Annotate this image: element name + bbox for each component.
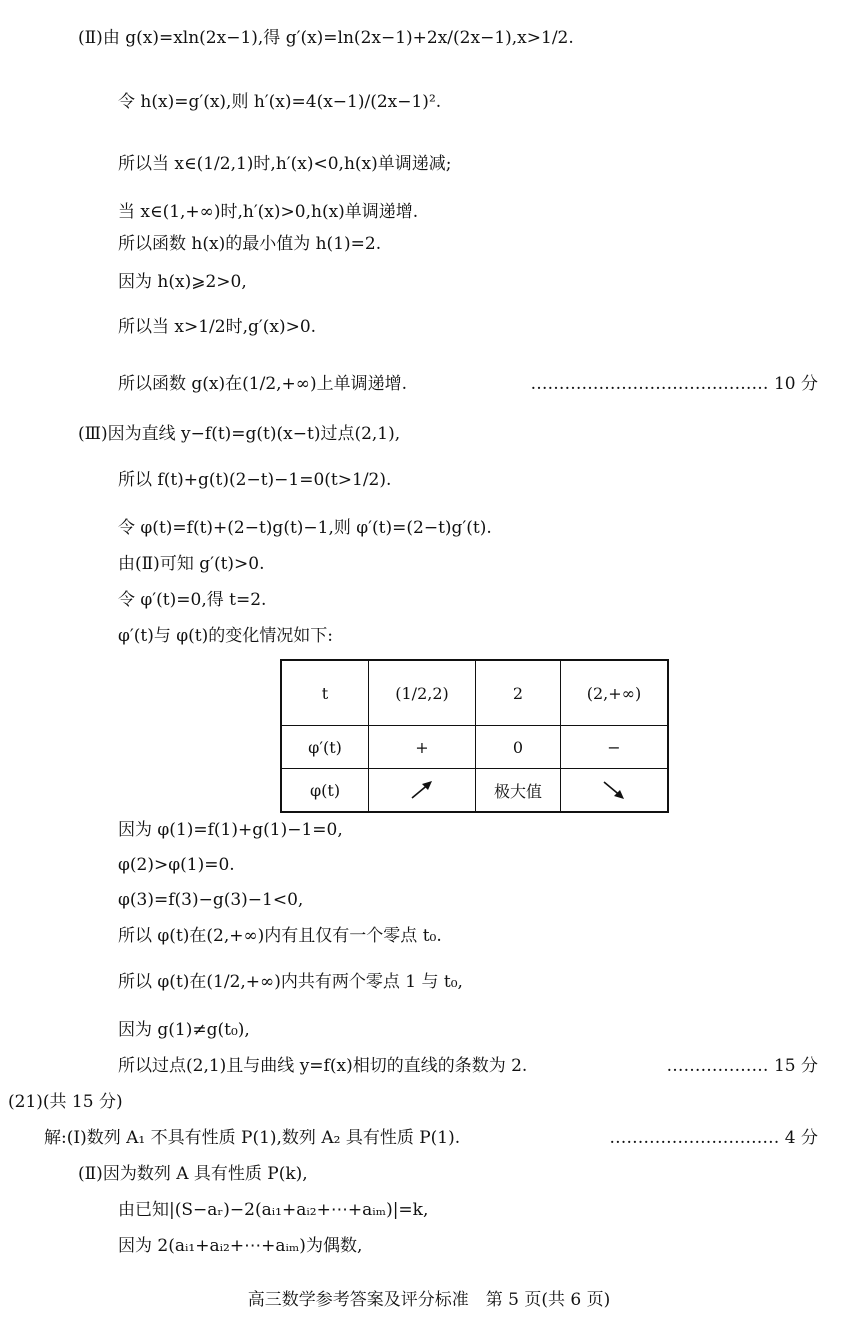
variation-table xyxy=(280,659,669,813)
table-row xyxy=(281,660,668,726)
table-cell: φ′(t) xyxy=(281,726,369,769)
line-ft-equation: 所以 f(t)+g(t)(2−t)−1=0(t>1/2). xyxy=(118,470,392,490)
dot-leader: ……………… xyxy=(666,1056,769,1076)
line-phi-1: 因为 φ(1)=f(1)+g(1)−1=0, xyxy=(118,820,343,840)
line-part3-intro: (Ⅲ)因为直线 y−f(t)=g(t)(x−t)过点(2,1), xyxy=(78,424,401,444)
line-h-min: 所以函数 h(x)的最小值为 h(1)=2. xyxy=(118,234,382,254)
score-label: 10 分 xyxy=(773,374,818,394)
line-g-increasing: 所以函数 g(x)在(1/2,+∞)上单调递增. xyxy=(118,374,407,394)
table-cell: 0 xyxy=(476,726,561,769)
score-label: 4 分 xyxy=(784,1128,818,1148)
table-cell xyxy=(369,769,476,813)
dot-leader: ………………………… xyxy=(609,1128,780,1148)
line-two-zeros: 所以 φ(t)在(1/2,+∞)内共有两个零点 1 与 t₀, xyxy=(118,972,463,992)
line-h-positive: 因为 h(x)⩾2>0, xyxy=(118,272,247,292)
score-label: 15 分 xyxy=(773,1056,818,1076)
line-phi-2: φ(2)>φ(1)=0. xyxy=(118,855,235,875)
line-g-prime-known: 由(Ⅱ)可知 g′(t)>0. xyxy=(118,554,265,574)
table-cell: 2 xyxy=(476,660,561,726)
score-4 xyxy=(609,1126,818,1150)
line-q21-part1: 解:(Ⅰ)数列 A₁ 不具有性质 P(1),数列 A₂ 具有性质 P(1). xyxy=(44,1128,461,1148)
table-cell xyxy=(561,769,669,813)
table-cell: (1/2,2) xyxy=(369,660,476,726)
table-cell: φ(t) xyxy=(281,769,369,813)
line-g-neq: 因为 g(1)≠g(t₀), xyxy=(118,1020,250,1040)
score-10 xyxy=(531,372,818,396)
table-cell: t xyxy=(281,660,369,726)
table-row xyxy=(281,726,668,769)
line-phi-zero: 令 φ′(t)=0,得 t=2. xyxy=(118,590,267,610)
line-table-intro: φ′(t)与 φ(t)的变化情况如下: xyxy=(118,626,333,646)
line-q21-part2: (Ⅱ)因为数列 A 具有性质 P(k), xyxy=(78,1164,308,1184)
line-g-prime-positive: 所以当 x>1/2时,g′(x)>0. xyxy=(118,317,317,337)
line-q21-header: (21)(共 15 分) xyxy=(8,1092,123,1112)
line-h-def: 令 h(x)=g′(x),则 h′(x)=4(x−1)/(2x−1)². xyxy=(118,92,442,112)
line-phi-def: 令 φ(t)=f(t)+(2−t)g(t)−1,则 φ′(t)=(2−t)g′(t). xyxy=(118,518,492,538)
line-q21-known: 由已知|(S−aᵣ)−2(aᵢ₁+aᵢ₂+⋯+aᵢₘ)|=k, xyxy=(118,1200,429,1220)
table-cell: (2,+∞) xyxy=(561,660,669,726)
line-part2-intro: (Ⅱ)由 g(x)=xln(2x−1),得 g′(x)=ln(2x−1)+2x/(2x−1),x>1/2. xyxy=(78,28,574,48)
line-conclusion: 所以过点(2,1)且与曲线 y=f(x)相切的直线的条数为 2. xyxy=(118,1056,528,1076)
table-cell: 极大值 xyxy=(476,769,561,813)
line-q21-even: 因为 2(aᵢ₁+aᵢ₂+⋯+aᵢₘ)为偶数, xyxy=(118,1236,363,1256)
line-h-decreasing: 所以当 x∈(1/2,1)时,h′(x)<0,h(x)单调递减; xyxy=(118,154,452,174)
table-row xyxy=(281,769,668,813)
line-phi-3: φ(3)=f(3)−g(3)−1<0, xyxy=(118,890,304,910)
line-h-increasing: 当 x∈(1,+∞)时,h′(x)>0,h(x)单调递增. xyxy=(118,202,419,222)
table-cell: + xyxy=(369,726,476,769)
increasing-arrow-icon xyxy=(409,779,435,801)
dot-leader: …………………………………… xyxy=(530,374,769,394)
line-one-zero: 所以 φ(t)在(2,+∞)内有且仅有一个零点 t₀. xyxy=(118,926,442,946)
decreasing-arrow-icon xyxy=(601,779,627,801)
page-footer: 高三数学参考答案及评分标准 第 5 页(共 6 页) xyxy=(247,1290,611,1310)
score-15 xyxy=(667,1054,818,1078)
table-cell: − xyxy=(561,726,669,769)
